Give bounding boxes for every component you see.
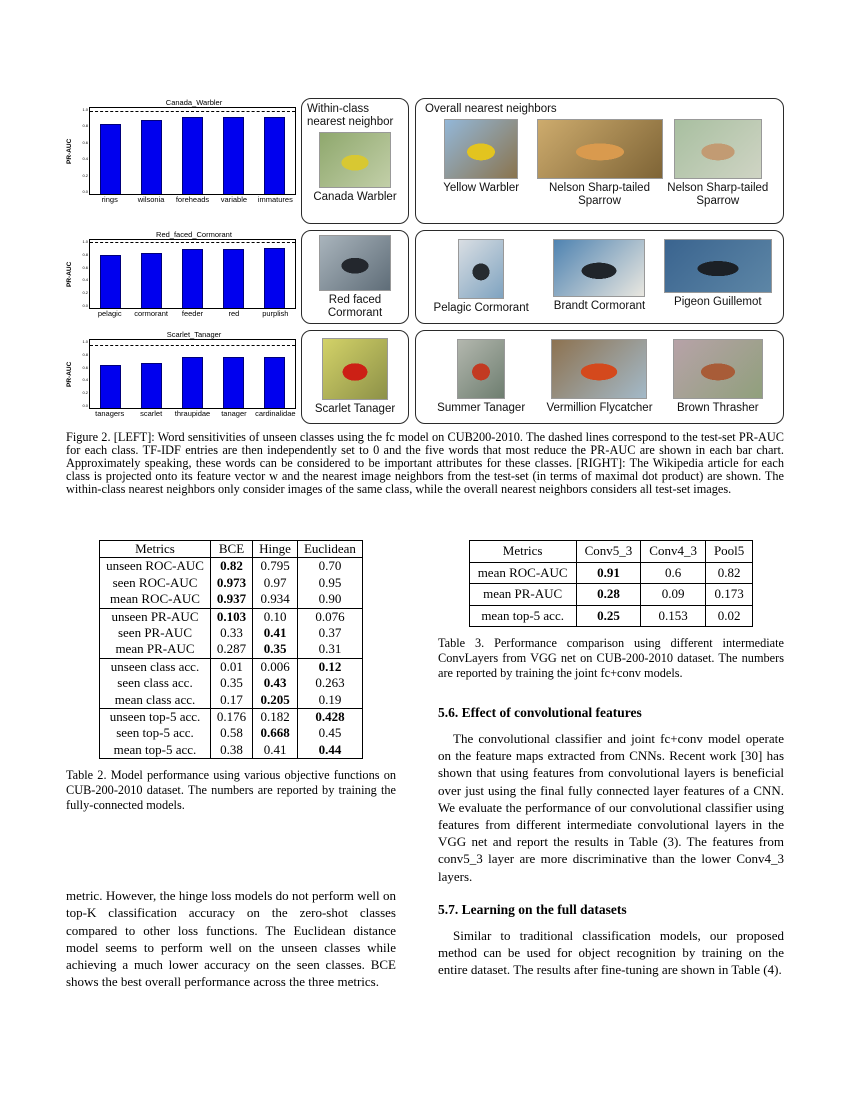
y-axis-ticks	[76, 239, 89, 309]
metric-name-cell: seen ROC-AUC	[112, 574, 198, 590]
bird-image	[319, 235, 391, 291]
figure-item	[541, 239, 658, 313]
y-tick: 0.8	[82, 251, 88, 257]
bar	[223, 249, 244, 309]
overall-items	[422, 119, 777, 208]
table-row	[469, 584, 753, 606]
overall-box-title: Overall nearest neighbors	[425, 103, 557, 115]
value-cell: 0.82	[210, 558, 252, 575]
value-cell: 0.934	[253, 591, 298, 608]
bar	[182, 357, 203, 408]
bird-label: Brown Thrasher	[677, 402, 759, 414]
figure-row	[66, 98, 784, 224]
x-tick-label: pelagic	[97, 309, 122, 318]
body-paragraph-loss-discussion: metric. However, the hinge loss models do not perform well on top-K classification accuracy on the zero-shot classes compared to other loss functions. The Euclidean distance model seems to perform well on the unseen classes while achieving a much lower accuracy on the seen classes. BCE shows the best overall performance across the three metrics.	[66, 888, 396, 990]
chart-title: Scarlet_Tanager	[166, 330, 222, 339]
overall-items	[422, 239, 777, 315]
bar-chart-scarlet_tanager	[66, 330, 296, 419]
column-header: Hinge	[253, 541, 298, 558]
x-tick-label: variable	[220, 195, 248, 204]
metric-name-cell: mean ROC-AUC	[469, 562, 576, 584]
section-5-7	[438, 902, 784, 979]
value-cell: 0.205	[253, 692, 298, 709]
y-tick: 1.0	[82, 107, 88, 112]
x-tick-label: tanagers	[95, 409, 125, 418]
figure-item	[423, 239, 540, 315]
value-cell: 0.45	[297, 725, 362, 741]
x-tick-label: immatures	[257, 195, 293, 204]
value-cell: 0.937	[210, 591, 252, 608]
metric-name-cell: mean PR-AUC	[469, 584, 576, 606]
table-2-caption: Table 2. Model performance using various objective functions on CUB-200-2010 dataset. The numbers are reported by training the fully-connected models.	[66, 768, 396, 813]
value-cell: 0.09	[641, 584, 706, 606]
value-cell: 0.90	[297, 591, 362, 608]
table-row	[469, 562, 753, 584]
value-cell: 0.02	[705, 605, 752, 627]
value-cell: 0.91	[576, 562, 641, 584]
plot-area	[89, 239, 296, 309]
chart-body	[66, 107, 296, 195]
value-cell: 0.70	[297, 558, 362, 575]
bar	[264, 248, 285, 308]
bird-image	[457, 339, 505, 399]
section-5-6-body: The convolutional classifier and joint fc+conv model operate on the feature maps extracted from CNNs. Recent work [30] has shown that using features from convolutional layers is beneficial over just using the final fully connected layer features of a CNN. We evaluate the performance of our convolutional classifier using features from different intermediate convolutional layers in the VGG net and report the results in Table (3). The features from conv5_3 layer are more discriminative than the lower Conv4_3 layers.	[438, 731, 784, 884]
x-tick-label: cormorant	[134, 309, 168, 318]
figure-row	[66, 330, 784, 424]
bird-label: Nelson Sharp-tailed Sparrow	[667, 182, 769, 207]
bar	[264, 357, 285, 408]
value-cell: 0.31	[297, 641, 362, 658]
value-cell: 0.076	[297, 608, 362, 625]
x-tick-label: foreheads	[175, 195, 210, 204]
table-3	[469, 540, 754, 627]
section-5-6	[438, 705, 784, 885]
column-header: Conv4_3	[641, 541, 706, 563]
x-tick-label: tanager	[221, 409, 247, 418]
plot-area	[89, 339, 296, 409]
value-cell: 0.795	[253, 558, 298, 575]
y-axis-label: PR-AUC	[66, 138, 73, 164]
bird-label: Canada Warbler	[313, 191, 397, 203]
chart-title: Canada_Warbler	[165, 98, 223, 107]
two-column-body	[66, 540, 784, 991]
figure-item	[659, 239, 776, 309]
within-class-box-title: Within-class nearest neighbor	[307, 103, 394, 128]
metric-name-cell: seen class acc.	[117, 675, 193, 691]
value-cell: 0.12	[297, 658, 362, 675]
table-row	[100, 641, 363, 658]
figure-item	[423, 339, 540, 415]
figure-item	[541, 119, 658, 208]
value-cell: 0.176	[210, 709, 252, 726]
value-cell: 0.82	[705, 562, 752, 584]
value-cell: 0.103	[210, 608, 252, 625]
bar	[100, 124, 121, 194]
y-axis-ticks	[76, 339, 89, 409]
chart-body	[66, 339, 296, 409]
y-tick: 0.2	[82, 390, 88, 396]
value-cell: 0.263	[297, 675, 362, 691]
y-tick: 0.0	[82, 402, 88, 408]
plot-area	[89, 107, 296, 195]
y-tick: 0.4	[82, 277, 88, 283]
bird-label: Red faced Cormorant	[327, 293, 383, 319]
bird-label: Pigeon Guillemot	[674, 296, 762, 308]
chart-column	[66, 330, 300, 424]
x-axis-labels	[89, 309, 296, 319]
bird-image	[458, 239, 504, 299]
column-header: Metrics	[469, 541, 576, 563]
value-cell: 0.28	[576, 584, 641, 606]
y-tick: 1.0	[82, 339, 88, 344]
column-header: Metrics	[100, 541, 211, 558]
within-class-box	[301, 98, 409, 224]
value-cell: 0.38	[210, 742, 252, 759]
table-row	[100, 675, 363, 691]
y-tick: 0.2	[82, 290, 88, 296]
bird-label: Pelagic Cormorant	[433, 302, 529, 314]
value-cell: 0.35	[210, 675, 252, 691]
section-5-6-heading: 5.6. Effect of convolutional features	[438, 705, 642, 720]
y-axis-ticks	[76, 107, 89, 195]
metric-name-cell: seen PR-AUC	[117, 625, 192, 641]
bird-image	[322, 338, 388, 400]
table-row	[100, 658, 363, 675]
bar	[182, 117, 203, 194]
table-row	[469, 605, 753, 627]
figure-2	[66, 98, 784, 430]
metric-name-cell: seen top-5 acc.	[116, 725, 194, 741]
bird-image	[537, 119, 663, 179]
value-cell: 0.287	[210, 641, 252, 658]
x-tick-label: thraupidae	[174, 409, 211, 418]
value-cell: 0.10	[253, 608, 298, 625]
column-header: Pool5	[705, 541, 752, 563]
table-3-caption: Table 3. Performance comparison using different intermediate ConvLayers from VGG net on CUB-200-2010 dataset. The numbers are reported by training the joint fc+conv models.	[438, 636, 784, 680]
metric-name-cell: mean ROC-AUC	[110, 591, 200, 607]
table-row	[100, 692, 363, 709]
metric-name-cell: mean top-5 acc.	[469, 605, 576, 627]
bird-label: Yellow Warbler	[443, 182, 520, 194]
metric-name-cell: unseen top-5 acc.	[100, 709, 211, 726]
bar	[141, 253, 162, 308]
figure-item	[659, 119, 776, 208]
y-axis-label: PR-AUC	[66, 261, 73, 287]
y-axis-label: PR-AUC	[66, 361, 73, 387]
testset-prauc-dashed-line	[90, 345, 295, 346]
testset-prauc-dashed-line	[90, 242, 295, 243]
bar	[223, 357, 244, 408]
bar	[100, 365, 121, 408]
value-cell: 0.173	[705, 584, 752, 606]
bar	[100, 255, 121, 308]
bar	[182, 249, 203, 308]
bar-chart-red_faced_cormorant	[66, 230, 296, 319]
value-cell: 0.428	[297, 709, 362, 726]
column-header: Conv5_3	[576, 541, 641, 563]
column-header: Euclidean	[297, 541, 362, 558]
figure-item	[541, 339, 658, 415]
metric-name-cell: mean top-5 acc.	[113, 741, 197, 757]
table-row	[100, 742, 363, 759]
chart-body	[66, 239, 296, 309]
figure-2-caption: Figure 2. [LEFT]: Word sensitivities of unseen classes using the fc model on CUB200-2010. The dashed lines correspond to the test-set PR-AUC for each class. TF-IDF entries are then independently set to 0 and the five words that most reduce the PR-AUC are shown in each bar chart. Approximately speaking, these words can be considered to be important attributes for these classes. [RIGHT]: The Wikipedia article for each class is projected onto its feature vector w and the nearest image neighbors from the test-set (in terms of maximal dot product) are shown. The within-class nearest neighbors only consider images of the same class, while the overall nearest neighbors considers all test-set images.	[66, 430, 784, 497]
value-cell: 0.41	[253, 625, 298, 641]
value-cell: 0.153	[641, 605, 706, 627]
value-cell: 0.668	[253, 725, 298, 741]
value-cell: 0.33	[210, 625, 252, 641]
bird-label: Brandt Cormorant	[553, 300, 646, 312]
bar	[223, 117, 244, 194]
value-cell: 0.25	[576, 605, 641, 627]
table-row	[100, 625, 363, 641]
value-cell: 0.44	[297, 742, 362, 759]
figure-row	[66, 230, 784, 324]
y-tick: 0.2	[82, 172, 88, 178]
overall-items	[422, 339, 777, 415]
table-row	[100, 608, 363, 625]
value-cell: 0.37	[297, 625, 362, 641]
within-class-box	[301, 230, 409, 324]
x-tick-label: feeder	[181, 309, 204, 318]
y-tick: 0.8	[82, 123, 88, 129]
column-header: BCE	[210, 541, 252, 558]
right-column	[438, 540, 784, 991]
metric-name-cell: unseen class acc.	[100, 658, 211, 675]
x-tick-label: red	[228, 309, 240, 318]
value-cell: 0.35	[253, 641, 298, 658]
metric-name-cell: mean class acc.	[114, 691, 196, 707]
overall-neighbors-box	[415, 230, 784, 324]
value-cell: 0.58	[210, 725, 252, 741]
left-column	[66, 540, 396, 991]
table-row	[100, 575, 363, 591]
bird-image	[673, 339, 763, 399]
x-tick-label: cardinalidae	[255, 409, 296, 418]
metric-name-cell: mean PR-AUC	[115, 641, 195, 657]
y-tick: 0.6	[82, 364, 88, 370]
y-tick: 0.0	[82, 302, 88, 308]
bar	[141, 120, 162, 194]
testset-prauc-dashed-line	[90, 111, 295, 112]
table-2	[99, 540, 363, 759]
value-cell: 0.41	[253, 742, 298, 759]
metric-name-cell: unseen ROC-AUC	[106, 558, 204, 574]
bird-image	[553, 239, 645, 297]
table-row	[100, 725, 363, 741]
x-tick-label: wilsonia	[137, 195, 165, 204]
value-cell: 0.19	[297, 692, 362, 709]
y-tick: 0.8	[82, 351, 88, 357]
section-5-7-body: Similar to traditional classification models, our proposed method can be used for object recognition by training on the entire dataset. The results after fine-tuning are shown in Table (4).	[438, 927, 784, 978]
bar-chart-canada_warbler	[66, 98, 296, 205]
x-tick-label: scarlet	[140, 409, 163, 418]
x-axis-labels	[89, 409, 296, 419]
value-cell: 0.17	[210, 692, 252, 709]
bird-image	[551, 339, 647, 399]
x-axis-labels	[89, 195, 296, 205]
y-tick: 0.4	[82, 377, 88, 383]
value-cell: 0.95	[297, 575, 362, 591]
value-cell: 0.182	[253, 709, 298, 726]
within-class-box	[301, 330, 409, 424]
table-row	[100, 591, 363, 608]
bird-image	[319, 132, 391, 188]
value-cell: 0.97	[253, 575, 298, 591]
y-tick: 0.0	[82, 188, 88, 194]
bird-image	[674, 119, 762, 179]
bird-image	[444, 119, 518, 179]
section-5-7-heading: 5.7. Learning on the full datasets	[438, 901, 627, 917]
value-cell: 0.43	[253, 675, 298, 691]
bar	[141, 363, 162, 408]
bird-image	[664, 239, 772, 293]
x-tick-label: rings	[101, 195, 118, 204]
bird-label: Summer Tanager	[437, 402, 526, 414]
bird-label: Vermillion Flycatcher	[546, 402, 653, 414]
overall-neighbors-box	[415, 330, 784, 424]
value-cell: 0.006	[253, 658, 298, 675]
y-tick: 1.0	[82, 239, 88, 244]
chart-column	[66, 230, 300, 324]
table-row	[100, 558, 363, 575]
bird-label: Scarlet Tanager	[314, 403, 396, 415]
bar	[264, 117, 285, 194]
value-cell: 0.973	[210, 575, 252, 591]
table-row	[100, 709, 363, 726]
figure-item	[423, 119, 540, 195]
x-tick-label: purplish	[262, 309, 289, 318]
bird-label: Nelson Sharp-tailed Sparrow	[548, 182, 650, 207]
value-cell: 0.01	[210, 658, 252, 675]
figure-item	[659, 339, 776, 415]
y-tick: 0.6	[82, 139, 88, 145]
metric-name-cell: unseen PR-AUC	[100, 608, 211, 625]
overall-neighbors-box	[415, 98, 784, 224]
y-tick: 0.4	[82, 156, 88, 162]
chart-column	[66, 98, 300, 224]
y-tick: 0.6	[82, 264, 88, 270]
value-cell: 0.6	[641, 562, 706, 584]
chart-title: Red_faced_Cormorant	[156, 230, 232, 239]
